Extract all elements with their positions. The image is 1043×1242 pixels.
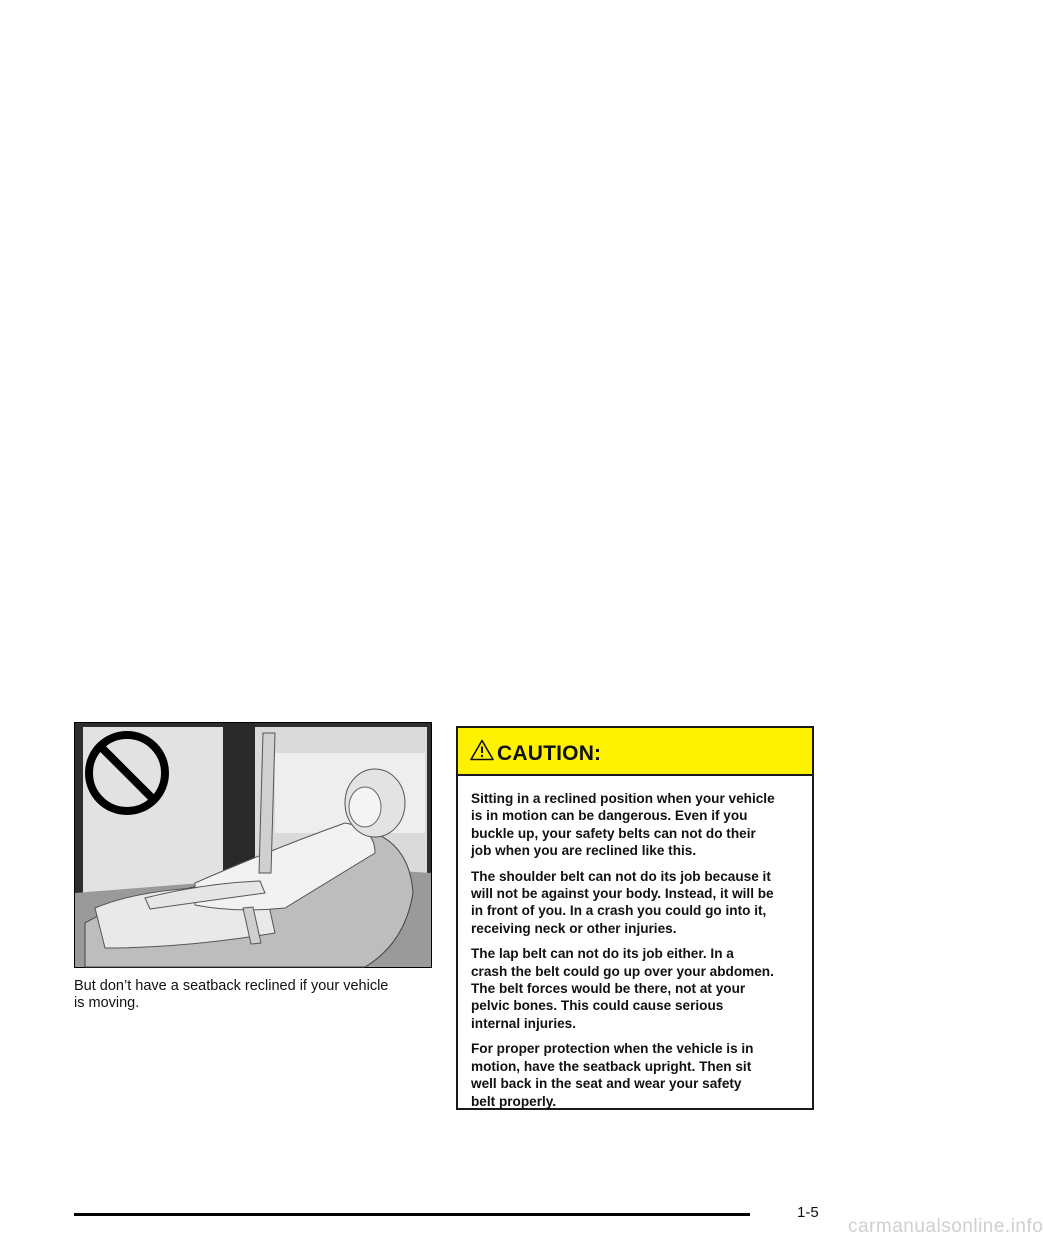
- caption-line-2: is moving.: [74, 995, 140, 1011]
- caution-line: internal injuries.: [471, 1015, 576, 1031]
- caution-line: buckle up, your safety belts can not do their: [471, 825, 756, 841]
- caution-header: [458, 728, 812, 776]
- caution-line: well back in the seat and wear your safety: [471, 1076, 742, 1092]
- caution-line: crash the belt could go up over your abdomen.: [471, 963, 774, 979]
- warning-triangle-icon: [470, 739, 494, 761]
- footer-rule: [74, 1213, 750, 1216]
- caution-line: The belt forces would be there, not at your: [471, 981, 746, 997]
- caution-line: job when you are reclined like this.: [471, 843, 697, 859]
- caution-box: [456, 726, 814, 1110]
- page-number: 1-5: [797, 1204, 819, 1221]
- caution-line: is in motion can be dangerous. Even if you: [471, 808, 748, 824]
- caution-line: receiving neck or other injuries.: [471, 920, 677, 936]
- caution-paragraph-2: [471, 868, 798, 938]
- reclined-seat-illustration: [74, 722, 432, 968]
- caution-title: CAUTION:: [497, 742, 602, 765]
- caution-line: motion, have the seatback upright. Then sit: [471, 1058, 752, 1074]
- illustration-drawing: [75, 723, 431, 967]
- caution-line: For proper protection when the vehicle is in: [471, 1041, 754, 1057]
- caution-paragraph-3: [471, 945, 798, 1032]
- caption-line-1: But don’t have a seatback reclined if your vehicle: [74, 978, 389, 994]
- caution-line: in front of you. In a crash you could go into it,: [471, 903, 767, 919]
- caution-line: belt properly.: [471, 1093, 557, 1109]
- caution-line: will not be against your body. Instead, it will be: [471, 886, 774, 902]
- watermark: carmanualsonline.info: [848, 1216, 1043, 1237]
- caution-line: pelvic bones. This could cause serious: [471, 998, 724, 1014]
- caution-body: [458, 776, 812, 1110]
- caution-line: Sitting in a reclined position when your vehicle: [471, 791, 775, 806]
- caution-line: The shoulder belt can not do its job because it: [471, 868, 771, 884]
- caution-paragraph-4: [471, 1040, 798, 1110]
- caution-line: The lap belt can not do its job either. In a: [471, 946, 734, 962]
- caution-paragraph-1: [471, 790, 798, 860]
- figure-caption: [74, 978, 434, 1012]
